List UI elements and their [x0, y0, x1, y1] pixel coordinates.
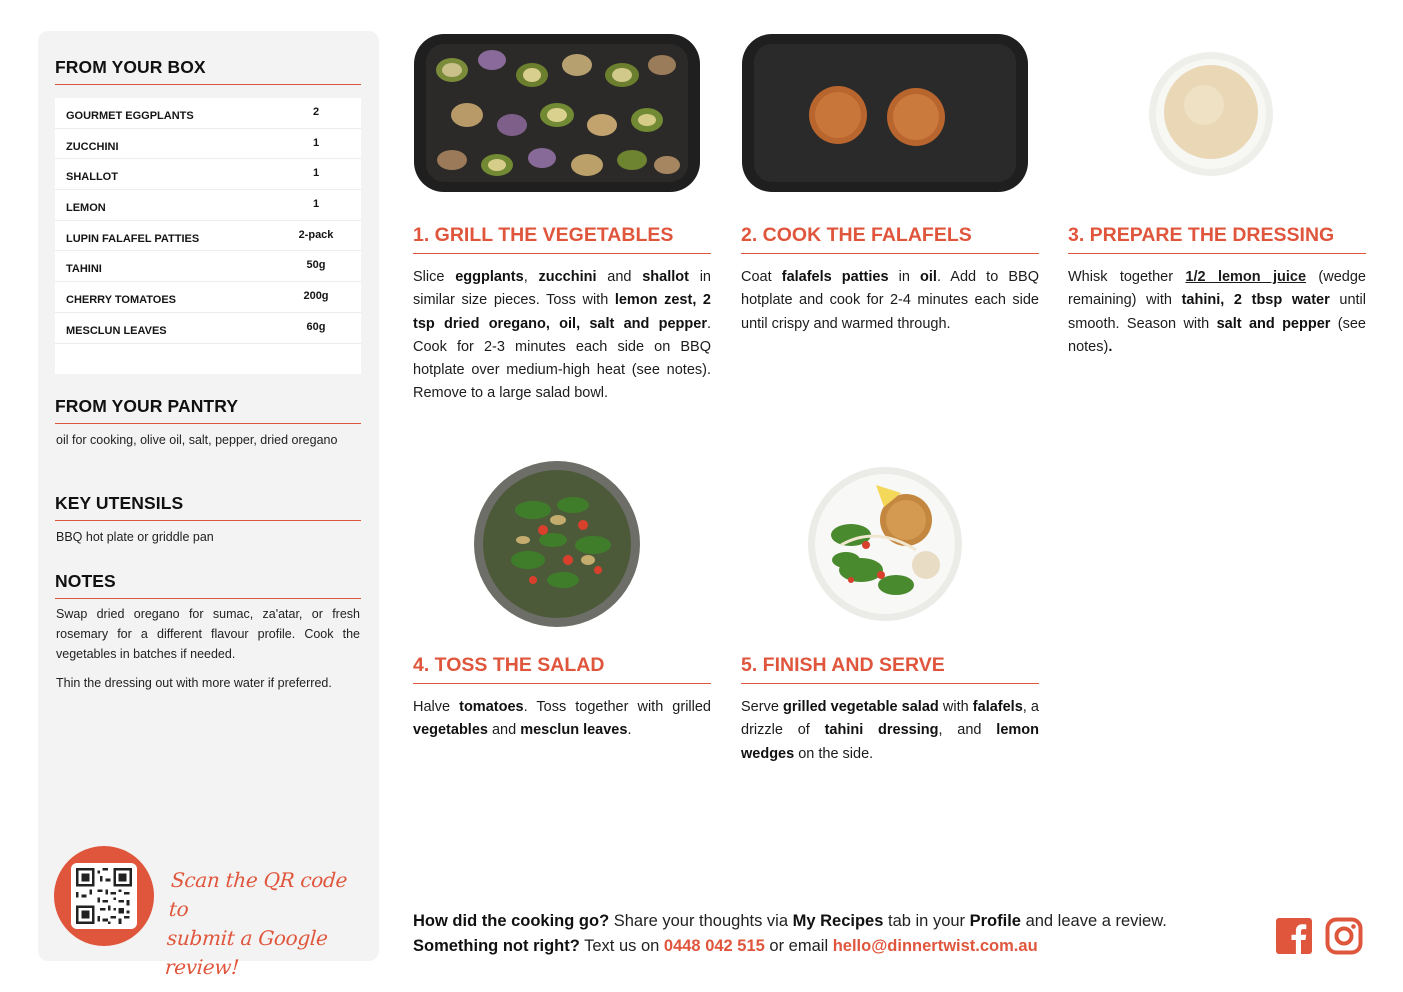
- ingredient-name: MESCLUN LEAVES: [66, 324, 167, 337]
- step-5-body: [741, 696, 1039, 766]
- ingredient-highlight: tahini dressing: [824, 722, 939, 739]
- ingredient-highlight: lemon zest, 2 tsp dried oregano, oil, salt and pepper: [413, 292, 711, 332]
- instruction-text: Whisk together: [1068, 269, 1186, 285]
- ingredient-qty: 1: [312, 167, 320, 180]
- utensils-text: BBQ hot plate or griddle pan: [56, 530, 214, 544]
- feedback-text: or email: [764, 937, 833, 955]
- email-link[interactable]: hello@dinnertwist.com.au: [832, 937, 1038, 955]
- ingredient-row: [55, 190, 361, 221]
- ingredient-qty: 60g: [306, 320, 326, 333]
- qr-code-icon: [71, 863, 137, 929]
- ingredient-highlight: 1/2 lemon juice: [1185, 269, 1307, 285]
- ingredient-row: [55, 313, 361, 344]
- facebook-icon[interactable]: [1275, 917, 1313, 955]
- ingredient-qty: 1: [312, 197, 320, 210]
- ingredient-row: [55, 282, 361, 313]
- finished-dish-photo: [806, 465, 964, 623]
- instruction-text: , a drizzle of: [741, 699, 1039, 739]
- my-recipes-label: My Recipes: [792, 912, 884, 930]
- step-2-body: [741, 266, 1039, 336]
- ingredient-highlight: eggplants: [455, 269, 524, 285]
- feedback-line-1: [413, 909, 1273, 934]
- instruction-text: in: [888, 269, 921, 285]
- instruction-text: Serve: [741, 699, 784, 715]
- instruction-text: (see notes): [1068, 315, 1366, 355]
- ingredient-highlight: oil: [920, 269, 937, 285]
- ingredient-row: [55, 159, 361, 190]
- qr-caption: [164, 866, 372, 982]
- ingredient-highlight: zucchini: [538, 269, 597, 285]
- ingredient-highlight: grilled vegetable salad: [783, 699, 939, 715]
- ingredient-name: SHALLOT: [66, 171, 118, 184]
- ingredient-name: LEMON: [66, 201, 106, 214]
- instruction-text: .: [627, 722, 632, 739]
- instruction-text: . Add to BBQ hotplate and cook for 2-4 minutes each side until crispy and warmed through.: [741, 269, 1039, 332]
- step-5-title: 5. FINISH AND SERVE: [741, 654, 1039, 684]
- ingredient-qty: 50g: [306, 259, 326, 272]
- ingredient-name: ZUCCHINI: [66, 140, 119, 153]
- sidebar-panel: [38, 31, 379, 979]
- falafel-hotplate-photo: [740, 30, 1030, 196]
- feedback-text: tab in your: [883, 912, 970, 930]
- ingredient-qty: 2-pack: [298, 228, 334, 241]
- ingredient-qty: 200g: [303, 289, 329, 302]
- feedback-text: Text us on: [579, 937, 664, 955]
- step-1-title: 1. GRILL THE VEGETABLES: [413, 224, 711, 254]
- ingredient-highlight: vegetables: [413, 722, 488, 739]
- ingredient-highlight: salt and pepper: [1216, 315, 1331, 332]
- feedback-question: How did the cooking go?: [413, 912, 610, 930]
- ingredient-row: [55, 221, 361, 252]
- pantry-heading: FROM YOUR PANTRY: [55, 396, 361, 424]
- ingredient-highlight: tahini, 2 tbsp water: [1181, 292, 1330, 309]
- instruction-text: until smooth. Season with: [1068, 292, 1366, 332]
- instruction-text: ,: [523, 269, 539, 285]
- qr-caption-line-2: submit a Google review!: [164, 926, 329, 979]
- utensils-heading: KEY UTENSILS: [55, 493, 361, 521]
- instruction-text: . Cook for 2-3 minutes each side on BBQ hotplate over medium-high heat (see notes). Remove to a large salad bowl.: [413, 315, 711, 402]
- ingredient-qty: 2: [312, 105, 320, 118]
- ingredient-highlight: .: [1108, 338, 1113, 355]
- instagram-icon[interactable]: [1325, 917, 1363, 955]
- ingredient-highlight: falafels: [972, 699, 1023, 715]
- ingredient-name: GOURMET EGGPLANTS: [66, 109, 194, 122]
- ingredient-qty: 1: [312, 136, 320, 149]
- instruction-text: Halve: [413, 699, 460, 715]
- notes-text-2: Thin the dressing out with more water if preferred.: [56, 676, 332, 690]
- ingredient-name: TAHINI: [66, 263, 102, 276]
- ingredient-highlight: tomatoes: [459, 699, 524, 715]
- ingredient-row: [55, 251, 361, 282]
- instruction-text: on the side.: [794, 745, 874, 762]
- instruction-text: (wedge remaining) with: [1068, 269, 1366, 309]
- tahini-dressing-photo: [1146, 50, 1276, 178]
- ingredients-table: [55, 98, 361, 374]
- feedback-line-2: [413, 934, 1273, 959]
- profile-label: Profile: [969, 912, 1021, 930]
- tossed-salad-photo: [473, 460, 641, 628]
- ingredient-row: [55, 98, 361, 129]
- feedback-footer: [413, 909, 1273, 959]
- step-3-body: [1068, 266, 1366, 359]
- instruction-text: Coat: [741, 269, 782, 285]
- instruction-text: with: [938, 699, 973, 715]
- step-3-title: 3. PREPARE THE DRESSING: [1068, 224, 1366, 254]
- notes-heading: NOTES: [55, 571, 361, 599]
- step-4-body: [413, 696, 711, 743]
- ingredient-highlight: shallot: [642, 269, 689, 285]
- instruction-text: , and: [938, 722, 997, 739]
- from-your-box-heading: FROM YOUR BOX: [55, 57, 361, 85]
- instruction-text: and: [487, 722, 521, 739]
- ingredient-highlight: falafels patties: [781, 269, 889, 285]
- ingredient-name: CHERRY TOMATOES: [66, 293, 177, 306]
- ingredient-highlight: mesclun leaves: [520, 722, 628, 739]
- instruction-text: Slice: [413, 269, 456, 285]
- feedback-text: and leave a review.: [1020, 912, 1167, 930]
- instruction-text: in similar size pieces. Toss with: [413, 269, 711, 309]
- step-1-body: [413, 266, 711, 406]
- pantry-text: oil for cooking, olive oil, salt, pepper, dried oregano: [56, 433, 338, 447]
- qr-caption-line-1: Scan the QR code to: [168, 868, 348, 921]
- instruction-text: and: [596, 269, 643, 285]
- grilled-vegetables-photo: [412, 30, 702, 196]
- ingredient-highlight: lemon wedges: [741, 722, 1039, 762]
- ingredient-name: LUPIN FALAFEL PATTIES: [66, 232, 200, 245]
- notes-text-1: Swap dried oregano for sumac, za'atar, or fresh rosemary for a different flavour profile. Cook the vegetables in batches if needed.: [56, 607, 360, 661]
- qr-badge[interactable]: [54, 846, 154, 946]
- feedback-text: Share your thoughts via: [609, 912, 793, 930]
- instruction-text: . Toss together with grilled: [523, 699, 711, 715]
- step-4-title: 4. TOSS THE SALAD: [413, 654, 711, 684]
- issue-question: Something not right?: [413, 937, 580, 955]
- step-2-title: 2. COOK THE FALAFELS: [741, 224, 1039, 254]
- phone-link[interactable]: 0448 042 515: [663, 937, 765, 955]
- ingredient-row: [55, 129, 361, 160]
